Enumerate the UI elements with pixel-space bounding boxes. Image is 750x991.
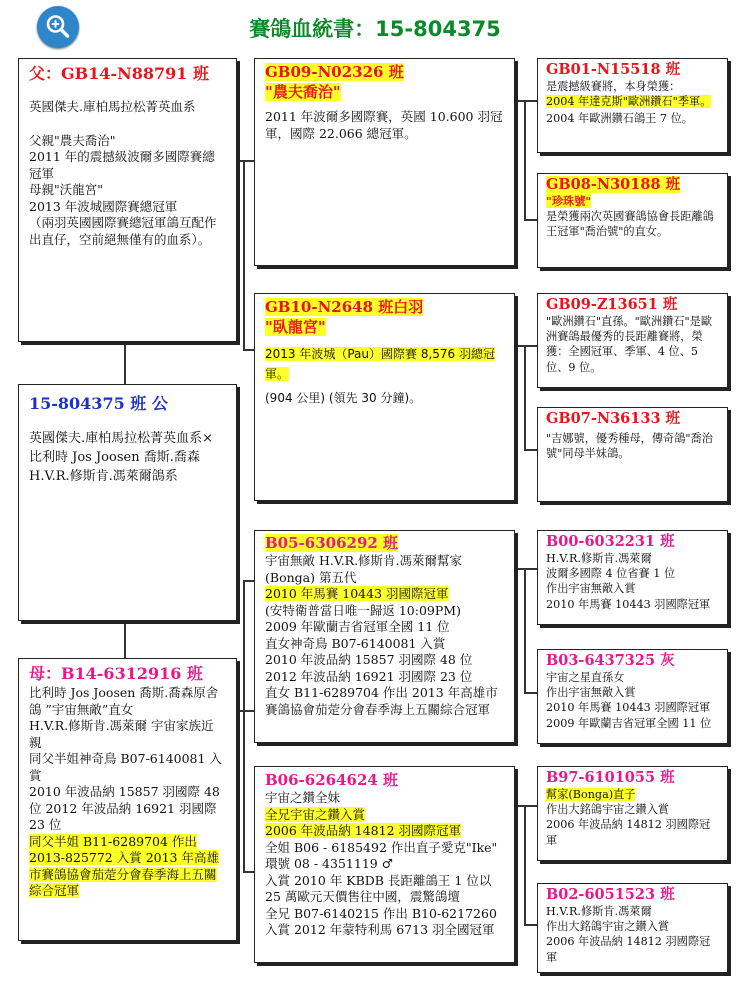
father-heading: 父：GB14-N88791 班 (29, 64, 209, 83)
highlight-line: 2004 年達克斯"歐洲鑽石"季軍。 (546, 95, 712, 109)
connector (237, 160, 254, 162)
line: 作出宇宙無敵入賞 (546, 686, 636, 700)
connector (524, 345, 526, 450)
line: 波爾多國際 4 位省賽 1 位 (546, 567, 676, 581)
line: 母親"沃龍宮" (29, 182, 103, 197)
father-lines (29, 99, 226, 248)
mmf-heading: B97-6101055 班 (546, 769, 675, 786)
mm-heading: B06-6264624 班 (265, 771, 399, 789)
line: H.V.R.修斯肯.馮萊爾 宇宙家族近親 (29, 718, 214, 750)
line: (904 公里) (領先 30 分鐘)。 (265, 391, 422, 405)
fmm-heading: GB07-N36133 班 (546, 410, 681, 427)
line: 作出宇宙無敵入賞 (546, 582, 636, 596)
line: H.V.R.修斯肯.馮萊爾 (546, 905, 652, 918)
line: 同父半姐神奇鳥 B07-6140081 入賞 (29, 751, 222, 783)
fmf-heading: GB09-Z13651 班 (546, 296, 678, 313)
subject-heading: 15-804375 班 公 (29, 394, 168, 413)
line: 2009 年歐蘭吉省冠軍全國 11 位 (265, 619, 450, 634)
ff-name: "農夫喬治" (265, 83, 341, 101)
fm-heading: GB10-N2648 班白羽 (265, 298, 424, 316)
connector (243, 160, 245, 350)
line: 作出大銘鴿宇宙之鑽入賞 (546, 920, 670, 934)
connector (515, 805, 537, 807)
connector (243, 871, 254, 873)
line: 宇宙之星直孫女 (546, 671, 625, 684)
connector (524, 100, 526, 220)
mf-mother-card (537, 649, 728, 744)
line: 2011 年波爾多國際賽，英國 10.600 羽冠軍，國際 22.066 總冠軍。 (265, 109, 503, 141)
ffm-heading: GB08-N30188 班 (546, 176, 681, 193)
connector (524, 219, 537, 221)
line: 2010 年波品納 15857 羽國際 48 位 2012 年波品納 16921 羽國際 23 位 (29, 784, 220, 832)
connector (124, 621, 126, 658)
ff-heading: GB09-N02326 班 (265, 63, 404, 81)
line: H.V.R.修斯肯.馮萊爾 (546, 552, 652, 565)
mmm-heading: B02-6051523 班 (546, 886, 675, 903)
mff-heading: B00-6032231 班 (546, 533, 675, 550)
connector (243, 580, 254, 582)
connector (524, 449, 537, 451)
mother-heading: 母：B14-6312916 班 (29, 664, 203, 683)
maternal-grandmother-card (254, 766, 515, 963)
connector (243, 580, 245, 872)
highlight-line: 2010 年馬賽 10443 羽國際冠軍 (265, 586, 449, 601)
highlight-line: 2013 年波城（Pau）國際賽 8,576 羽總冠軍。 (265, 347, 495, 381)
line: 2006 年波品納 14812 羽國際冠軍 (546, 818, 711, 847)
line: 宇宙之鑽全妹 (265, 790, 341, 805)
line: 直女神奇鳥 B07-6140081 入賞 (265, 635, 446, 651)
line: 2004 年歐洲鑽石鴿王 7 位。 (546, 112, 693, 126)
connector (524, 692, 537, 694)
mf-heading: B05-6306292 班 (265, 534, 399, 552)
connector (515, 345, 537, 347)
connector (524, 568, 526, 693)
ff-mother-card (537, 173, 728, 268)
highlight-line: 2006 年波品納 14812 羽國際冠軍 (265, 823, 461, 838)
fff-heading: GB01-N15518 班 (546, 61, 681, 78)
paternal-grandmother-card (254, 293, 515, 501)
line: 直女 B11-6289704 作出 2013 年高雄市賽鴿協會茄萣分會春季海上五關綜合冠軍 (265, 685, 498, 717)
line: 2011 年的震撼級波爾多國際賽總冠軍 (29, 149, 215, 181)
line: 2006 年波品納 14812 羽國際冠軍 (546, 935, 711, 964)
subject-card (18, 384, 237, 621)
line: 父親"農夫喬治" (29, 132, 116, 148)
line: 是震撼級賽將，本身榮獲： (546, 80, 681, 93)
mf-father-card (537, 530, 728, 625)
line: 全姐 B06 - 6185492 作出直子愛克"Ike" 環號 08 - 4351119 ♂ (265, 839, 498, 871)
connector (243, 349, 254, 351)
line: "吉娜號，優秀種母，傳奇鴿"喬治號"同母半妹鴿。 (546, 432, 713, 461)
connector (237, 710, 254, 712)
page-title: 賽鴿血統書：15-804375 (249, 17, 501, 41)
highlight-line: 幫家(Bonga)直子 (546, 788, 636, 801)
line: "歐洲鑽石"直孫。"歐洲鑽石"是歐洲賽鴿最優秀的長距離賽將，榮獲：全國冠軍、季軍、4 位、5 位、9 位。 (546, 315, 713, 374)
mother-card (18, 658, 237, 941)
line: 入賞 2010 年 KBDB 長距離鴿王 1 位以 25 萬歐元天價售往中國，震驚鴿壇 (265, 872, 492, 904)
connector (524, 805, 526, 925)
line: （兩羽英國國際賽總冠軍鴿互配作出直仔，空前絕無僅有的血系）。 (29, 215, 217, 247)
line: 2010 年馬賽 10443 羽國際冠軍 (546, 701, 711, 715)
ff-father-card (537, 58, 728, 153)
line: 宇宙無敵 H.V.R.修斯肯.馮萊爾幫家(Bonga) 第五代 (265, 553, 463, 585)
line: 比利時 Jos Joosen 喬斯.喬森原舍鴿 ”宇宙無敵”直女 (29, 685, 219, 717)
father-card (18, 58, 237, 342)
paternal-grandfather-card (254, 58, 515, 266)
line: 2009 年歐蘭吉省冠軍全國 11 位 (546, 716, 712, 730)
line: 全兄 B07-6140215 作出 B10-6217260 入賞 2012 年蒙特利馬 6713 羽全國冠軍 (265, 905, 497, 937)
mm-father-card (537, 766, 728, 861)
fm-father-card (537, 293, 728, 388)
mfm-heading: B03-6437325 灰 (546, 652, 675, 669)
fm-name: "臥龍宮" (265, 318, 326, 336)
maternal-grandfather-card (254, 530, 515, 743)
line: 2012 年波品納 16921 羽國際 23 位 (265, 668, 473, 684)
line: 是榮獲兩次英國賽鴿協會長距離鴿王冠軍"喬治號"的直女。 (546, 210, 714, 239)
line: 英國傑夫.庫柏馬拉松菁英血系×比利時 Jos Joosen 喬斯.喬森 H.V.R.修斯肯.馮萊爾鴿系 (29, 431, 214, 484)
line: 英國傑夫.庫柏馬拉松菁英血系 (29, 99, 196, 114)
connector (515, 568, 537, 570)
connector (524, 924, 537, 926)
fm-mother-card (537, 407, 728, 502)
highlight-line: 全兄宇宙之鑽入賞 (265, 806, 366, 822)
line: 2010 年波品納 15857 羽國際 48 位 (265, 652, 473, 667)
line: 2010 年馬賽 10443 羽國際冠軍 (546, 597, 711, 611)
line (29, 116, 226, 133)
ffm-name: "珍珠號" (546, 194, 592, 208)
connector (124, 342, 126, 384)
highlight-line: 同父半姐 B11-6289704 作出 2013-825772 入賞 2013 年高雄市賽鴿協會茄萣分會春季海上五關綜合冠軍 (29, 833, 219, 898)
connector (515, 100, 537, 102)
line: (安特衛普當日唯一歸返 10:09PM) (265, 602, 461, 618)
mm-mother-card (537, 883, 728, 973)
line: 2013 年波城國際賽總冠軍 (29, 198, 178, 214)
line: 作出大銘鴿宇宙之鑽入賞 (546, 803, 670, 817)
